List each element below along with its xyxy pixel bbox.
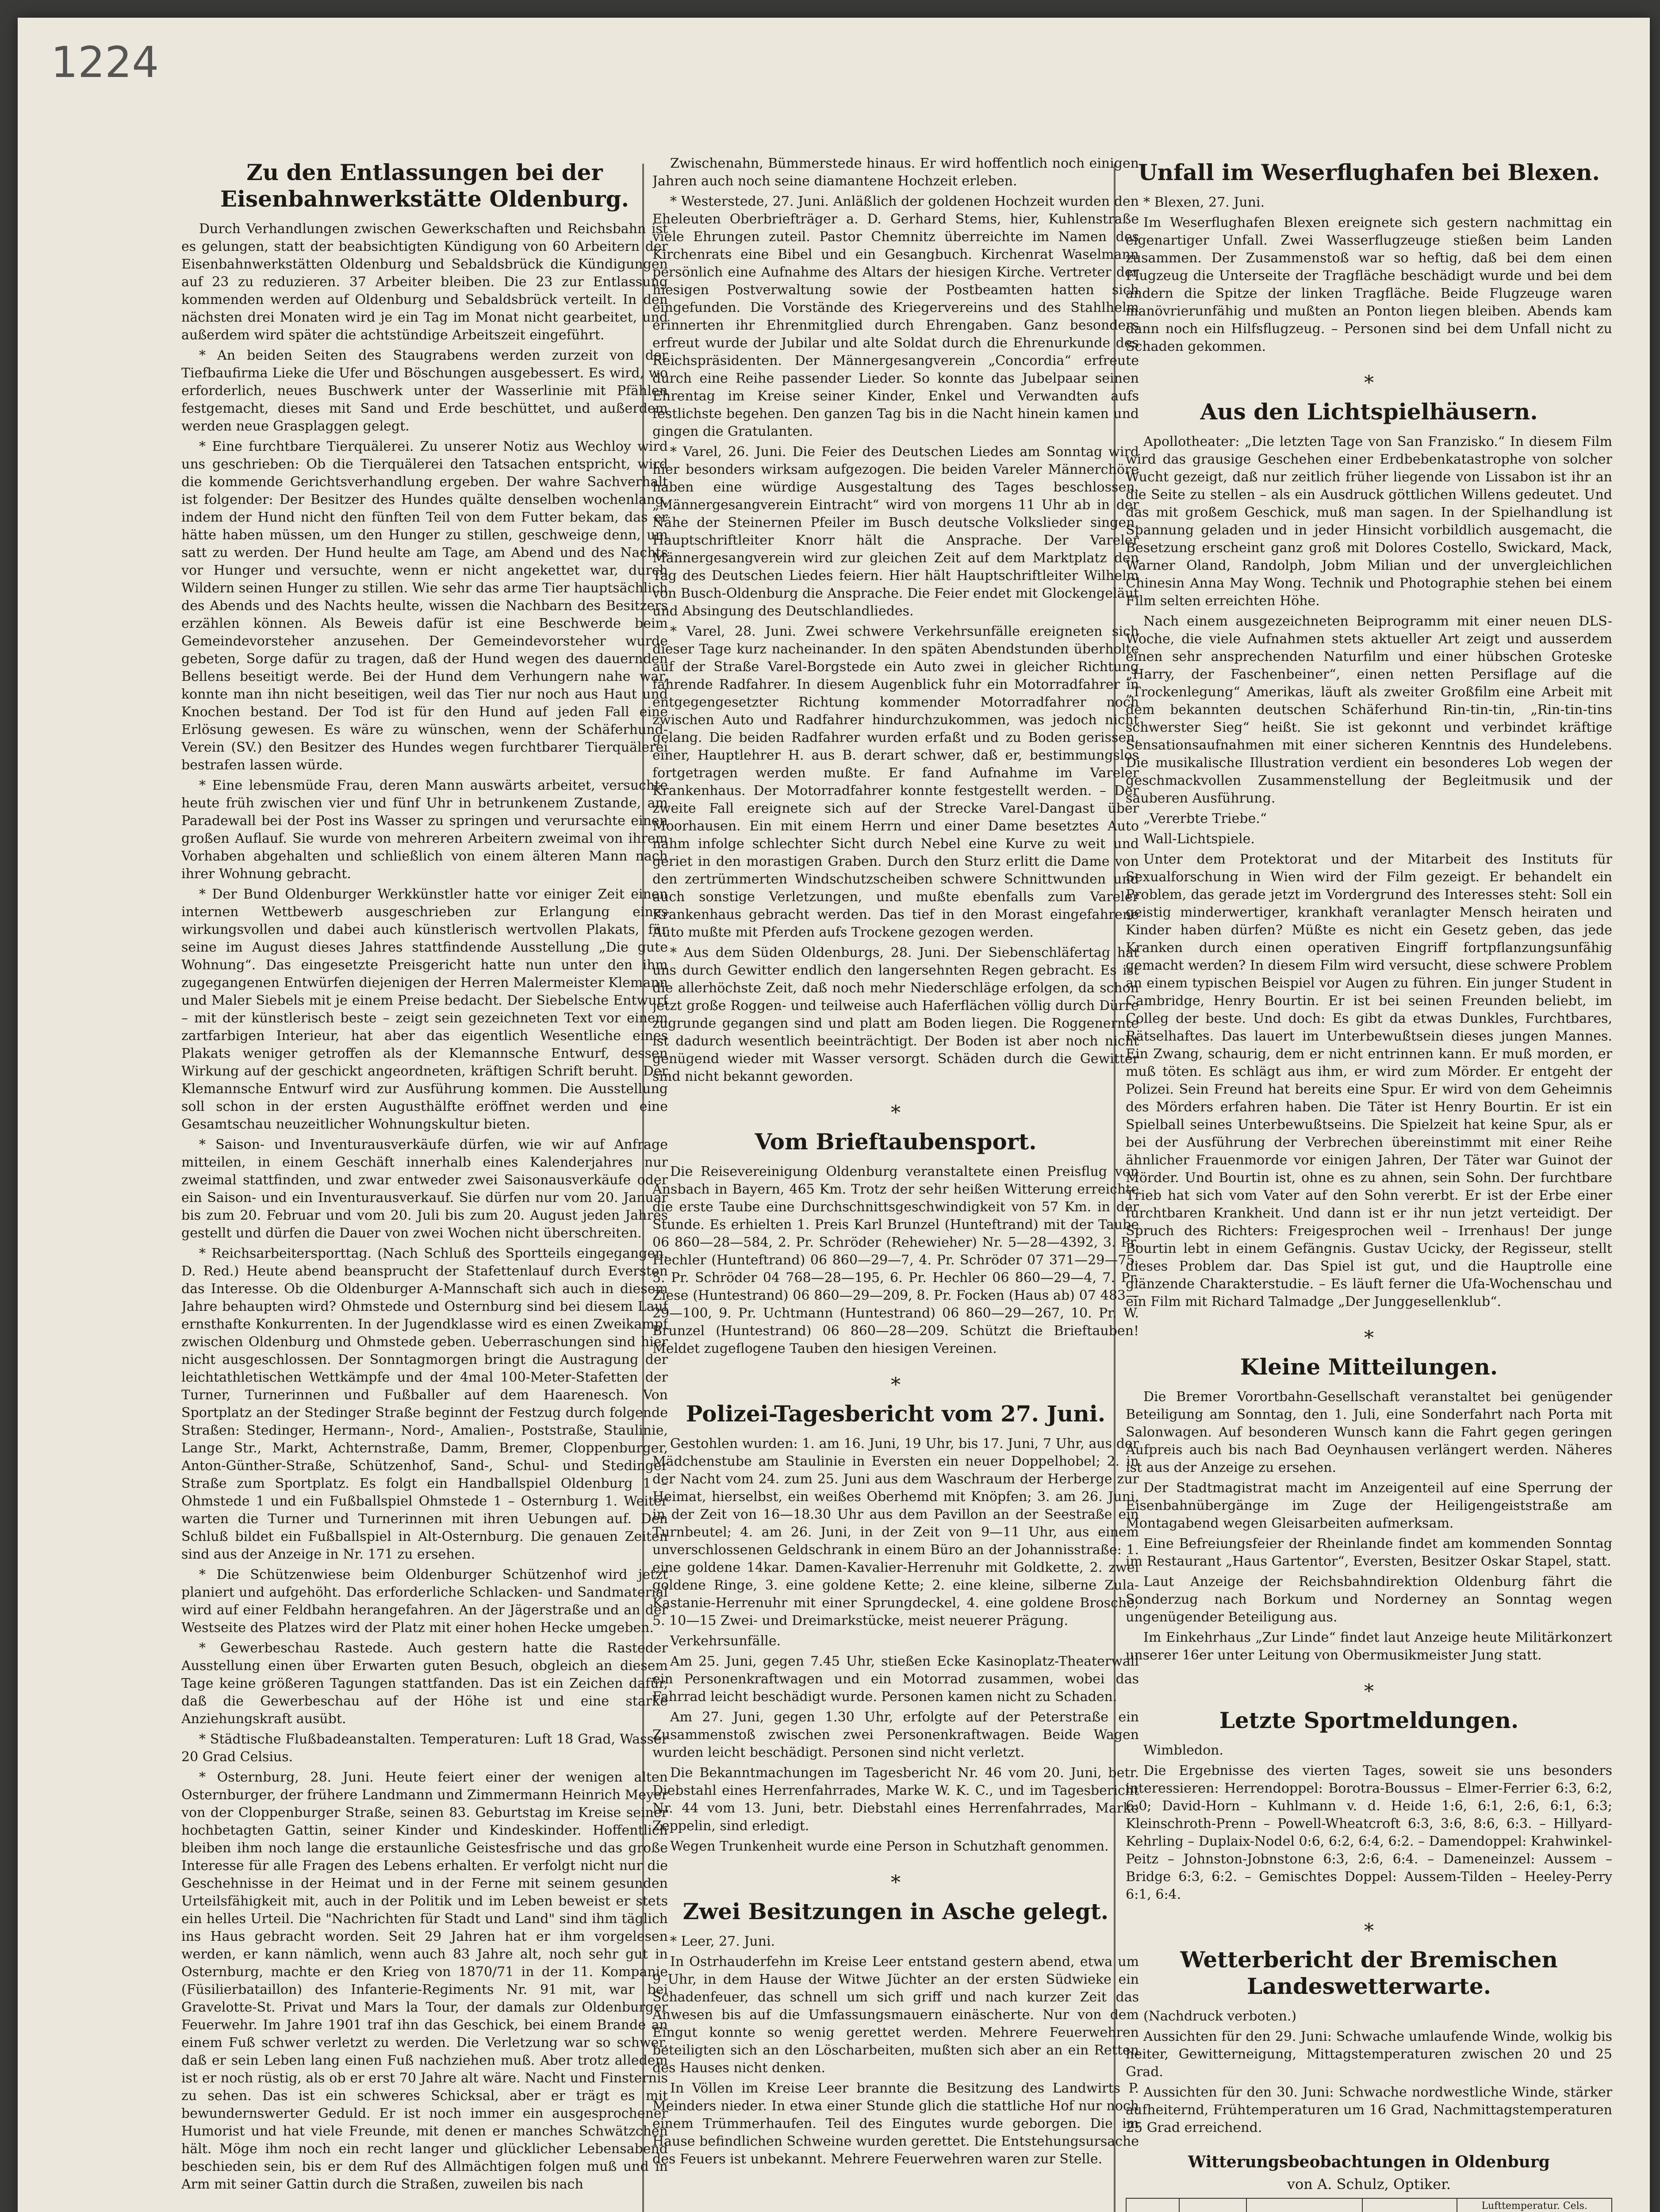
article-paragraph: * Westerstede, 27. Juni. Anläßlich der goldenen Hochzeit wurden den Eheleuten Oberbriefträger a. D. Gerhard Stems, hier, Kuhlenstraße viele Ehrungen zuteil. Pastor Chemnitz überreichte im Namen des Kirchenrats eine Bibel und ein Gesangbuch. Kirchenrat Waselmann persönlich eine Aufnahme des Altars der hiesigen Kirche. Vertreter der hiesigen Postverwaltung sowie der Postbeamten hatten sich eingefunden. Die Vorstände des Kriegervereins und des Stahlhelm erinnerten ihr Ehrenmitglied durch Ehrengaben. Ganz besonders erfreut wurde der Jubilar und alte Soldat durch die Ehrenurkunde des Reichspräsidenten. Der Männergesangverein „Concordia“ erfreute durch eine Reihe passender Lieder. So konnte das Jubelpaar seinen Ehrentag im Kreise seiner Kinder, Enkel und Verwandten aufs festlichste begehen. Den ganzen Tag bis in die Nacht hinein kamen und gingen die Gratulanten. bbox=[652, 194, 1139, 439]
article-paragraph: * Reichsarbeitersporttag. (Nach Schluß des Sportteils eingegangen. D. Red.) Heute abend beansprucht der Stafettenlauf durch Eversten das Interesse. Ob die Oldenburger A-Mannschaft sich auch in diesem Jahre behaupten wird? Ohmstede und Osternburg sind bei diesem Lauf ernsthafte Konkurrenten. In der Jugendklasse wird es einen Zweikampf zwischen Oldenburg und Ohmstede geben. Ueberraschungen sind hier nicht ausgeschlossen. Der Sonntagmorgen bringt die Austragung der leichtathletischen Wettkämpfe und der 4mal 100-Meter-Stafetten der Turner, Turnerinnen und Fußballer auf dem Haarenesch. Von Sportplatz an der Stedinger Straße beginnt der Festzug durch folgende Straßen: Stedinger, Hermann-, Nord-, Amalien-, Poststraße, Staulinie, Lange Str., Markt, Achternstraße, Damm, Bremer, Cloppenburger, Anton-Günther-Straße, Schützenhof, Sand-, Schul- und Stedinger Straße zum Sportplatz. Es folgt ein Handballspiel Oldenburg 1 – Ohmstede 1 und ein Fußballspiel Ohmstede 1 – Osternburg 1. Weiter warten die Turner und Turnerinnen mit ihren Uebungen auf. Den Schluß bildet ein Fußballspiel in Alt-Osternburg. Die genauen Zeiten sind aus der Anzeige in Nr. 171 zu ersehen. bbox=[181, 1246, 668, 1562]
article-paragraph: * Varel, 28. Juni. Zwei schwere Verkehrsunfälle ereigneten sich dieser Tage kurz nacheinander. In den späten Abendstunden überholte auf der Straße Varel-Borgstede ein Auto zwei in gleicher Richtung fahrende Radfahrer. In diesem Augenblick fuhr ein Motorradfahrer in entgegengesetzter Richtung kommender Motorradfahrer noch zwischen Auto und Radfahrer hindurchzukommen, was jedoch nicht gelang. Die beiden Radfahrer wurden erfaßt und zu Boden gerissen, einer, Hauptlehrer H. aus B. derart schwer, daß er, bestimmungslos fortgetragen werden mußte. Er fand Aufnahme im Vareler Krankenhaus. Der Motorradfahrer konnte festgestellt werden. – Der zweite Fall ereignete sich auf der Strecke Varel-Dangast über Moorhausen. Ein mit einem Herrn und einer Dame besetztes Auto nahm infolge schlechter Sicht durch Nebel eine Kurve zu weit und geriet in den morastigen Graben. Durch den Sturz erlitt die Dame von den zertrümmerten Windschutzscheiben schwere Schnittwunden und auch sonstige Verletzungen, und mußte ebenfalls zum Vareler Krankenhaus gebracht werden. Das tief in den Morast eingefahrene Auto mußte mit Pferden aufs Trockene gezogen werden. bbox=[652, 624, 1139, 940]
article-paragraph: Aussichten für den 29. Juni: Schwache umlaufende Winde, wolkig bis heiter, Gewitterneigung, Mittagstemperaturen zwischen 20 und 25 Grad. bbox=[1126, 2029, 1612, 2080]
article-paragraph: * Gewerbeschau Rastede. Auch gestern hatte die Rasteder Ausstellung einen über Erwarten guten Besuch, obgleich an diesem Tage keine größeren Tagungen stattfanden. Das ist ein Zeichen dafür, daß die Gewerbeschau auf der Höhe ist und eine starke Anziehungskraft ausübt. bbox=[181, 1640, 668, 1727]
table-spacer bbox=[1126, 2198, 1179, 2212]
section-star: * bbox=[891, 1871, 901, 1894]
article-headline: Kleine Mitteilungen. bbox=[1240, 1354, 1498, 1380]
section-star: * bbox=[1364, 1327, 1374, 1349]
section-star: * bbox=[1364, 1680, 1374, 1703]
article-paragraph: * Eine lebensmüde Frau, deren Mann auswärts arbeitet, versuchte heute früh zwischen vier und fünf Uhr in betrunkenem Zustande, am Paradewall bei der Post ins Wasser zu springen und verursachte einen großen Auflauf. Sie wurde von mehreren Arbeitern zweimal von ihrem Vorhaben abgehalten und schließlich von einem älteren Mann nach ihrer Wohnung gebracht. bbox=[181, 778, 668, 882]
article-paragraph: * Leer, 27. Juni. bbox=[670, 1934, 775, 1949]
newspaper-page bbox=[18, 18, 1650, 2212]
article-headline: Unfall im Weserflughafen bei Blexen. bbox=[1138, 159, 1600, 185]
table-group-header: Lufttemperatur. Cels. bbox=[1457, 2198, 1612, 2212]
article-paragraph: In Völlen im Kreise Leer brannte die Besitzung des Landwirts P. Meinders nieder. In etwa einer Stunde glich die stattliche Hof nur noch einem Trümmerhaufen. Teil des Eingutes wurde geborgen. Die im Hause befindlichen Schweine wurden gerettet. Die Entstehungsursache des Feuers ist unbekannt. Mehrere Feuerwehren waren zur Stelle. bbox=[652, 2081, 1139, 2167]
article-paragraph: Am 27. Juni, gegen 1.30 Uhr, erfolgte auf der Peterstraße ein Zusammenstoß zwischen zwei Personenkraftwagen. Beide Wagen wurden leicht beschädigt. Personen sind nicht verletzt. bbox=[652, 1709, 1139, 1760]
table-spacer bbox=[1179, 2198, 1246, 2212]
table-spacer bbox=[1246, 2198, 1362, 2212]
section-star: * bbox=[891, 1374, 901, 1396]
article bbox=[652, 155, 1139, 1086]
article-paragraph: Die Bremer Vorortbahn-Gesellschaft veranstaltet bei genügender Beteiligung am Sonntag, den 1. Juli, eine Sonderfahrt nach Porta mit Salonwagen. Auf besonderen Wunsch kann die Fahrt gegen geringen Aufpreis auch bis nach Bad Oeynhausen verlängert werden. Näheres ist aus der Anzeige zu ersehen. bbox=[1126, 1389, 1612, 1475]
article-headline: Aus den Lichtspielhäusern. bbox=[1200, 399, 1538, 425]
article-paragraph: * Osternburg, 28. Juni. Heute feiert einer der wenigen alten Osternburger, der frühere Landmann und Zimmermann Heinrich Meyer von der Cloppenburger Straße, seinen 83. Geburtstag im Kreise seiner hochbetagten Gattin, seiner Kinder und Kindeskinder. Hoffentlich bleiben ihm noch lange die erstaunliche Geistesfrische und das große Interesse für alle Fragen des Lebens erhalten. Er verfolgt nicht nur die Geschehnisse in der Heimat und in der Ferne mit seinem gesunden Urteilsfähigkeit mit, auch in der Politik und im Leben beweist er stets ein helles Urteil. Die "Nachrichten für Stadt und Land" sind ihm täglich ins Haus gebracht worden. Seit 29 Jahren hat er ihm vorgelesen werden, er kann nämlich, wenn auch 83 Jahre alt, noch sehr gut in Osternburg, machte er den Krieg von 1870/71 in der 11. Kompanie (Füsilierbataillon) des Infanterie-Regiments Nr. 91 mit, war bei Gravelotte-St. Privat und Mars la Tour, der damals zur Oldenburger Feuerwehr. Im Jahre 1901 traf ihn das Geschick, bei einem Brande an einem Fuß schwer verletzt zu werden. Die Verletzung war so schwer, daß er sein Leben lang einen Fuß nachziehen muß. Aber trotz alledem ist er noch rüstig, als ob er erst 70 Jahre alt wäre. Nacht und Finsternis zu sehen. Das ist ein schweres Schicksal, aber er trägt es mit bewundernswerter Geduld. Er ist noch immer ein ausgesprochener Humorist und hat viele Freunde, mit denen er manches Schwätzchen hält. Möge ihm noch ein recht langer und glücklicher Lebensabend beschieden sein, bis er dem Ruf des Allmächtigen folgen muß und in Arm mit seiner Gattin durch die Straßen, zuweilen bis nach bbox=[181, 1770, 668, 2192]
article-paragraph: Eine Befreiungsfeier der Rheinlande findet am kommenden Sonntag im Restaurant „Haus Gartentor“, Eversten, Besitzer Oskar Stapel, statt. bbox=[1126, 1536, 1612, 1569]
article-paragraph: * Eine furchtbare Tierquälerei. Zu unserer Notiz aus Wechloy wird uns geschrieben: Ob die Tierquälerei den Tatsachen entspricht, wird die kommende Gerichtsverhandlung ergeben. Der wahre Sachverhalt ist folgender: Der Besitzer des Hundes quälte denselben wochenlang, indem der Hund nicht den fünften Teil von dem Futter bekam, das er hätte haben müssen, um den Hunger zu stillen, geschweige denn, um satt zu werden. Der Hund heulte am Tage, am Abend und des Nachts vor Hunger und versuchte, wenn er nicht angekettet war, durch Wildern seinen Hunger zu stillen. Wie sehr das arme Tier hauptsächlich des Abends und des Nachts heulte, wissen die Nachbarn des Besitzers erzählen können. Als Beweis dafür ist eine Beschwerde beim Gemeindevorsteher anzusehen. Der Gemeindevorsteher wurde gebeten, Sorge dafür zu tragen, daß der Hund wegen des dauernden Bellens beseitigt werde. Bei der Hund dem Verhungern nahe war, konnte man ihn nicht beseitigen, weil das Tier nur noch aus Haut und Knochen bestand. Der Tod ist für den Hund auf jeden Fall eine Erlösung gewesen. Es wäre zu wünschen, wenn der Schäferhund-Verein (SV.) den Besitzer des Hundes wegen furchtbarer Tierquälerei bestrafen lassen würde. bbox=[181, 439, 668, 773]
article-paragraph: Durch Verhandlungen zwischen Gewerkschaften und Reichsbahn ist es gelungen, statt der beabsichtigten Kündigung von 60 Arbeitern der Eisenbahnwerkstätten Oldenburg und Sebaldsbrück die Kündigungen auf 23 zu reduzieren. 37 Arbeiter bleiben. Die 23 zur Entlassung kommenden werden auf Oldenburg und Sebaldsbrück verteilt. In den nächsten drei Monaten wird je ein Tag im Monat nicht gearbeitet, und außerdem wird später die achtstündige Arbeitszeit eingeführt. bbox=[181, 221, 668, 343]
article-paragraph: Wimbledon. bbox=[1143, 1743, 1224, 1758]
article-paragraph: Der Stadtmagistrat macht im Anzeigenteil auf eine Sperrung der Eisenbahnübergänge im Zuge der Heiligengeiststraße am Montagabend wegen Gleisarbeiten aufmerksam. bbox=[1126, 1480, 1612, 1531]
article bbox=[1126, 159, 1612, 356]
article-paragraph: Unter dem Protektorat und der Mitarbeit des Instituts für Sexualforschung in Wien wird der Film gezeigt. Er behandelt ein Problem, das gerade jetzt im Vordergrund des Interesses steht: Soll ein geistig minderwertiger, krankhaft veranlagter Mensch heiraten und Kinder haben dürfen? Müßte es nicht ein Gesetz geben, das jede Kranken durch einen operativen Eingriff fortpflanzungsunfähig gemacht werden? In diesem Film wird versucht, diese schwere Problem an einem typischen Beispiel vor Augen zu führen. Ein junger Student in Cambridge, Henry Bourtin. Er ist bei seinen Freunden beliebt, im Colleg der beste. Und doch: Es gibt da etwas Dunkles, Furchtbares, Rätselhaftes. Das lauert im Unterbewußtsein dieses jungen Mannes. Ein Zwang, schaurig, dem er nicht entrinnen kann. Er muß morden, er muß töten. Es schlägt aus ihm, er wird zum Mörder. Er entgeht der Polizei. Sein Freund hat bereits eine Spur. Er wird von dem Geheimnis des Mörders erfahren haben. Die Täter ist Henry Bourtin. Er ist ein Spielball seines Unterbewußtseins. Die Spielzeit hat keine Spur, als er bei der Ausführung der Verbrechen übereinstimmt mit einer Reihe ähnlicher Frauenmorde vor einigen Jahren, Der Täter war Guinot der Mörder. Und Bourtin ist, ohne es zu ahnen, sein Sohn. Der furchtbare Trieb hat sich vom Vater auf den Sohn vererbt. Er ist der Erbe einer furchtbaren Krankheit. Und dann ist er ihr nun jetzt verteidigt. Der Spruch des Richters: Freigesprochen weil – Irrenhaus! Der junge Bourtin lebt in einem Gefängnis. Gustav Ucicky, der Regisseur, stellt dieses Problem dar. Das Spiel ist gut, und die Hauptrolle eine glänzende Charakterstudie. – Es läuft ferner die Ufa-Wochenschau und ein Film mit Richard Talmadge „Der Junggesellenklub“. bbox=[1126, 852, 1612, 1310]
page-number: 1224 bbox=[51, 38, 159, 87]
article-paragraph: Gestohlen wurden: 1. am 16. Juni, 19 Uhr, bis 17. Juni, 7 Uhr, aus der Mädchenstube am Staulinie in Eversten ein neuer Doppelhobel; 2. in der Nacht vom 24. zum 25. Juni aus dem Waschraum der Herberge zur Heimat, hierselbst, ein weißes Oberhemd mit Knöpfen; 3. am 26. Juni, in der Zeit von 16—18.30 Uhr aus dem Pavillon an der Seestraße ein Turnbeutel; 4. am 26. Juni, in der Zeit von 9—11 Uhr, aus einem unverschlossenen Geldschrank in einem Büro an der Johannisstraße: 1. eine goldene 14kar. Damen-Kavalier-Herrenuhr mit Goldkette, 2. zwei goldene Ringe, 3. eine goldene Kette; 2. eine kleine, silberne Zula-Kastanie-Herrenuhr mit einer Sprungdeckel, 4. eine goldene Brosche; 5. 10—15 Zwei- und Dreimarkstücke, meist neuerer Prägung. bbox=[652, 1436, 1139, 1628]
article-paragraph: Im Einkehrhaus „Zur Linde“ findet laut Anzeige heute Militärkonzert unserer 16er unter Leitung von Obermusikmeister Jung statt. bbox=[1126, 1630, 1612, 1663]
article-paragraph: * Der Bund Oldenburger Werkkünstler hatte vor einiger Zeit einen internen Wettbewerb ausgeschrieben zur Erlangung eines wirkungsvollen und dabei auch künstlerisch wertvollen Plakats, für seine im August dieses Jahres stattfindende Ausstellung „Die gute Wohnung“. Das eingesetzte Preisgericht hatte nun unter den ihm zugegangenen Entwürfen diejenigen der Herren Malermeister Klemann und Maler Siebels mit je einem Preise bedacht. Der Siebelsche Entwurf – mit der künstlerisch beste – zeigt sein gezeichneten Text vor einem zartfarbigen Interieur, hat aber das eigentlich Wesentliche eines Plakats weniger getroffen als der Klemannsche Entwurf, dessen Wirkung auf der geschickt angeordneten, kräftigen Schrift beruht. Der Klemannsche Entwurf wird zur Ausführung kommen. Die Ausstellung soll schon in der ersten Augusthälfte eröffnet werden und eine Gesamtschau neuzeitlicher Wohnungskultur bieten. bbox=[181, 887, 668, 1132]
article-paragraph: Wall-Lichtspiele. bbox=[1143, 831, 1255, 847]
article-paragraph: * An beiden Seiten des Staugrabens werden zurzeit von der Tiefbaufirma Lieke die Ufer und Böschungen ausgebessert. Es wird, wo erforderlich, neues Buschwerk unter der Wasserlinie mit Pfählen festgemacht, dieses mit Sand und Erde beschüttet, und außerdem werden neue Grasplaggen gelegt. bbox=[181, 348, 668, 434]
article bbox=[1126, 1947, 1612, 2137]
article-paragraph: Im Weserflughafen Blexen ereignete sich gestern nachmittag ein eigenartiger Unfall. Zwei Wasserflugzeuge stießen beim Landen zusammen. Der Zusammenstoß war so heftig, daß bei dem einen Flugzeug die Unterseite der Tragfläche beschädigt wurde und bei dem andern die Spitze der linken Tragfläche. Beide Flugzeuge waren manövrierunfähig und mußten an Ponton liegen bleiben. Abends kam dann noch ein Hilfsflugzeug. – Personen sind bei dem Unfall nicht zu Schaden gekommen. bbox=[1126, 215, 1612, 354]
article-headline: Vom Brieftaubensport. bbox=[755, 1129, 1037, 1155]
article-paragraph: „Vererbte Triebe.“ bbox=[1143, 811, 1267, 826]
column-3 bbox=[1126, 155, 1612, 2212]
article-headline: Polizei-Tagesbericht vom 27. Juni. bbox=[686, 1401, 1106, 1427]
weather-obs-table bbox=[1126, 2198, 1612, 2212]
article-paragraph: Die Bekanntmachungen im Tagesbericht Nr. 46 vom 20. Juni, betr. Diebstahl eines Herrenfahrrades, Marke W. K. C., und im Tagesbericht Nr. 44 vom 13. Juni, betr. Diebstahl eines Herrenfahrrades, Marke Zeppelin, sind erledigt. bbox=[652, 1765, 1139, 1834]
article-paragraph: Wegen Trunkenheit wurde eine Person in Schutzhaft genommen. bbox=[670, 1839, 1109, 1854]
article bbox=[1126, 1707, 1612, 1904]
weather-obs-subtitle: von A. Schulz, Optiker. bbox=[1287, 2176, 1451, 2193]
article-headline: Letzte Sportmeldungen. bbox=[1219, 1707, 1519, 1733]
column-1 bbox=[181, 155, 668, 2212]
article-headline: Zwei Besitzungen in Asche gelegt. bbox=[682, 1898, 1109, 1924]
section-star: * bbox=[1364, 372, 1374, 394]
article-paragraph: Aussichten für den 30. Juni: Schwache nordwestliche Winde, stärker aufheiternd, Frühtemperaturen um 16 Grad, Nachmittagstemperaturen 25 Grad erreichend. bbox=[1126, 2085, 1612, 2135]
article-headline: Wetterbericht der Bremischen Landeswetterwarte. bbox=[1180, 1947, 1558, 1999]
section-star: * bbox=[1364, 1920, 1374, 1942]
article-paragraph: * Aus dem Süden Oldenburgs, 28. Juni. Der Siebenschläfertag hat uns durch Gewitter endlich den langersehnten Regen gebracht. Es ist die allerhöchste Zeit, daß noch mehr Niederschläge erfolgen, da schon jetzt große Roggen- und teilweise auch Haferflächen völlig durch Dürre zugrunde gegangen sind und platt am Boden liegen. Die Roggenernte ist dadurch wesentlich beeinträchtigt. Der Boden ist aber noch nicht genügend wieder mit Wasser versorgt. Schäden durch die Gewitter sind nicht bekannt geworden. bbox=[652, 945, 1139, 1084]
article-paragraph: Nach einem ausgezeichneten Beiprogramm mit einer neuen DLS-Woche, die viele Aufnahmen stets aktueller Art zeigt und ausserdem einen sehr ansprechenden Naturfilm und einer hübschen Groteske „Harry, der Faschenbeiner“, einen netten Persiflage auf die „Trockenlegung“ Amerikas, läuft als zweiter Großfilm eine Arbeit mit dem bekannten deutschen Schäferhund Rin-tin-tin, „Rin-tin-tins schwerster Sieg“ heißt. Sie ist gekonnt und verbindet kräftige Sensationsaufnahmen mit einer sicheren Kenntnis des Hundelebens. Die musikalische Illustration verdient ein besonderes Lob wegen der geschmackvollen Zusammenstellung der Begleitmusik und der sauberen Ausführung. bbox=[1126, 614, 1612, 806]
article-headline: Zu den Entlassungen bei der Eisenbahnwerkstätte Oldenburg. bbox=[220, 159, 629, 212]
article-paragraph: Laut Anzeige der Reichsbahndirektion Oldenburg fährt die Sonderzug nach Borkum und Norderney an Sonntag wegen ungenügender Beteiligung aus. bbox=[1126, 1574, 1612, 1625]
article-paragraph: * Städtische Flußbadeanstalten. Temperaturen: Luft 18 Grad, Wasser 20 Grad Celsius. bbox=[181, 1732, 668, 1765]
article-paragraph: Zwischenahn, Bümmerstede hinaus. Er wird hoffentlich noch einigen Jahren auch noch seine diamantene Hochzeit erleben. bbox=[652, 156, 1139, 189]
section-star: * bbox=[891, 1102, 901, 1124]
table-spacer bbox=[1362, 2198, 1457, 2212]
article-paragraph: In Ostrhauderfehn im Kreise Leer entstand gestern abend, etwa um 9 Uhr, in dem Hause der Witwe Jüchter an der ersten Südwieke ein Schadenfeuer, das schnell um sich griff und nach kurzer Zeit das Anwesen bis auf die Umfassungsmauern einäscherte. Nur von dem Eingut konnte so wenig gerettet werden. Mehrere Feuerwehren beteiligten sich an den Löscharbeiten, mußten sich aber an ein Retten des Hauses nicht denken. bbox=[652, 1954, 1139, 2076]
article-paragraph: Apollotheater: „Die letzten Tage von San Franzisko.“ In diesem Film wird das grausige Geschehen einer Erdbebenkatastrophe von solcher Wucht gezeigt, daß nur zeitlich früher liegende von Lissabon ist ihr an die Seite zu stellen – als ein Ausdruck göttlichen Willens gedeutet. Und das mit großem Geschick, muß man sagen. In der Spielhandlung ist Spannung geladen und in jeder Hinsicht vorbildlich ausgemacht, die Besetzung erscheint ganz groß mit Dolores Costello, Swickard, Mack, Warner Oland, Randolph, Jobm Milian und der unvergleichlichen Chinesin Anna May Wong. Technik und Photographie stehen bei einem Film selten erreichten Höhe. bbox=[1126, 434, 1612, 609]
article bbox=[1126, 1354, 1612, 1664]
article-paragraph: * Saison- und Inventurausverkäufe dürfen, wie wir auf Anfrage mitteilen, in einem Geschäft innerhalb eines Kalenderjahres nur zweimal stattfinden, und zwar entweder zwei Saisonausverkäufe oder ein Saison- und ein Inventurausverkauf. Sie dürfen nur vom 20. Januar bis zum 20. Februar und vom 20. Juli bis zum 20. August jeden Jahres gestellt und dürfen die Dauer von zwei Wochen nicht überschreiten. bbox=[181, 1137, 668, 1241]
article-paragraph: (Nachdruck verboten.) bbox=[1143, 2008, 1297, 2024]
article bbox=[181, 159, 668, 2193]
article-paragraph: * Blexen, 27. Juni. bbox=[1143, 195, 1265, 210]
article-paragraph: * Varel, 26. Juni. Die Feier des Deutschen Liedes am Sonntag wird hier besonders wirksam aufgezogen. Die beiden Vareler Männerchöre haben eine würdige Ausgestaltung des Tages beschlossen. „Männergesangverein Eintracht“ wird von morgens 11 Uhr ab in der Nähe der Steinernen Pfeiler im Busch deutsche Volkslieder singen. Hauptschriftleiter Knorr hält die Ansprache. Der Vareler Männergesangverein wird zur gleichen Zeit auf dem Marktplatz den Tag des Deutschen Liedes feiern. Hier hält Hauptschriftleiter Wilhelm von Busch-Oldenburg die Ansprache. Die Feier endet mit Glockengeläut und Absingung des Deutschlandliedes. bbox=[652, 444, 1139, 619]
article bbox=[652, 1129, 1139, 1358]
article bbox=[1126, 399, 1612, 1311]
article bbox=[652, 1401, 1139, 1855]
article-paragraph: * Die Schützenwiese beim Oldenburger Schützenhof wird jetzt planiert und aufgehöht. Das erforderliche Schlacken- und Sandmaterial wird auf einer Feldbahn herangefahren. An der Jägerstraße und an der Westseite des Platzes wird der Platz mit einer hohen Hecke umgeben. bbox=[181, 1567, 668, 1636]
article-paragraph: Die Reisevereinigung Oldenburg veranstaltete einen Preisflug von Ansbach in Bayern, 465 Km. Trotz der sehr heißen Witterung erreichte die erste Taube eine Durchschnittsgeschwindigkeit von 57 Km. in der Stunde. Es erhielten 1. Preis Karl Brunzel (Hunteftrand) mit der Taube 06 860—28—584, 2. Pr. Schröder (Rehewieher) Nr. 5—28—4392, 3. Pr. Hechler (Hunteftrand) 06 860—29—7, 4. Pr. Schröder 07 371—29—75, 5. Pr. Schröder 04 768—28—195, 6. Pr. Hechler 06 860—29—4, 7. Pr. Ziese (Huntestrand) 06 860—29—209, 8. Pr. Focken (Haus ab) 07 483—29—100, 9. Pr. Uchtmann (Huntestrand) 06 860—29—267, 10. Pr. W. Brunzel (Huntestrand) 06 860—28—209. Schützt die Brieftauben! Meldet zugeflogene Tauben den hiesigen Vereinen. bbox=[652, 1164, 1139, 1356]
article bbox=[652, 1898, 1139, 2168]
article-paragraph: Am 25. Juni, gegen 7.45 Uhr, stießen Ecke Kasinoplatz-Theaterwall ein Personenkraftwagen und ein Motorrad zusammen, wobei das Fahrrad leicht beschädigt wurde. Personen kamen nicht zu Schaden. bbox=[652, 1654, 1139, 1705]
weather-obs-title: Witterungsbeobachtungen in Oldenburg bbox=[1188, 2153, 1550, 2171]
article-paragraph: Die Ergebnisse des vierten Tages, soweit sie uns besonders interessieren: Herrendoppel: Borotra-Boussus – Elmer-Ferrier 6:3, 6:2, 6:0; David-Horn – Kuhlmann v. d. Heide 1:6, 6:1, 2:6, 6:1, 6:3; Kleinschroth-Prenn – Powell-Wheatcroft 6:3, 3:6, 8:6, 6:3. – Hillyard-Kehrling – Duplaix-Nodel 0:6, 6:2, 6:4, 6:2. – Damendoppel: Krahwinkel-Peitz – Johnston-Jobnstone 6:3, 2:6, 6:4. – Dameneinzel: Aussem – Bridge 6:3, 6:2. – Gemischtes Doppel: Aussem-Tilden – Heeley-Perry 6:1, 6:4. bbox=[1126, 1763, 1612, 1902]
column-2 bbox=[652, 155, 1139, 2212]
article-paragraph: Verkehrsunfälle. bbox=[670, 1633, 781, 1649]
